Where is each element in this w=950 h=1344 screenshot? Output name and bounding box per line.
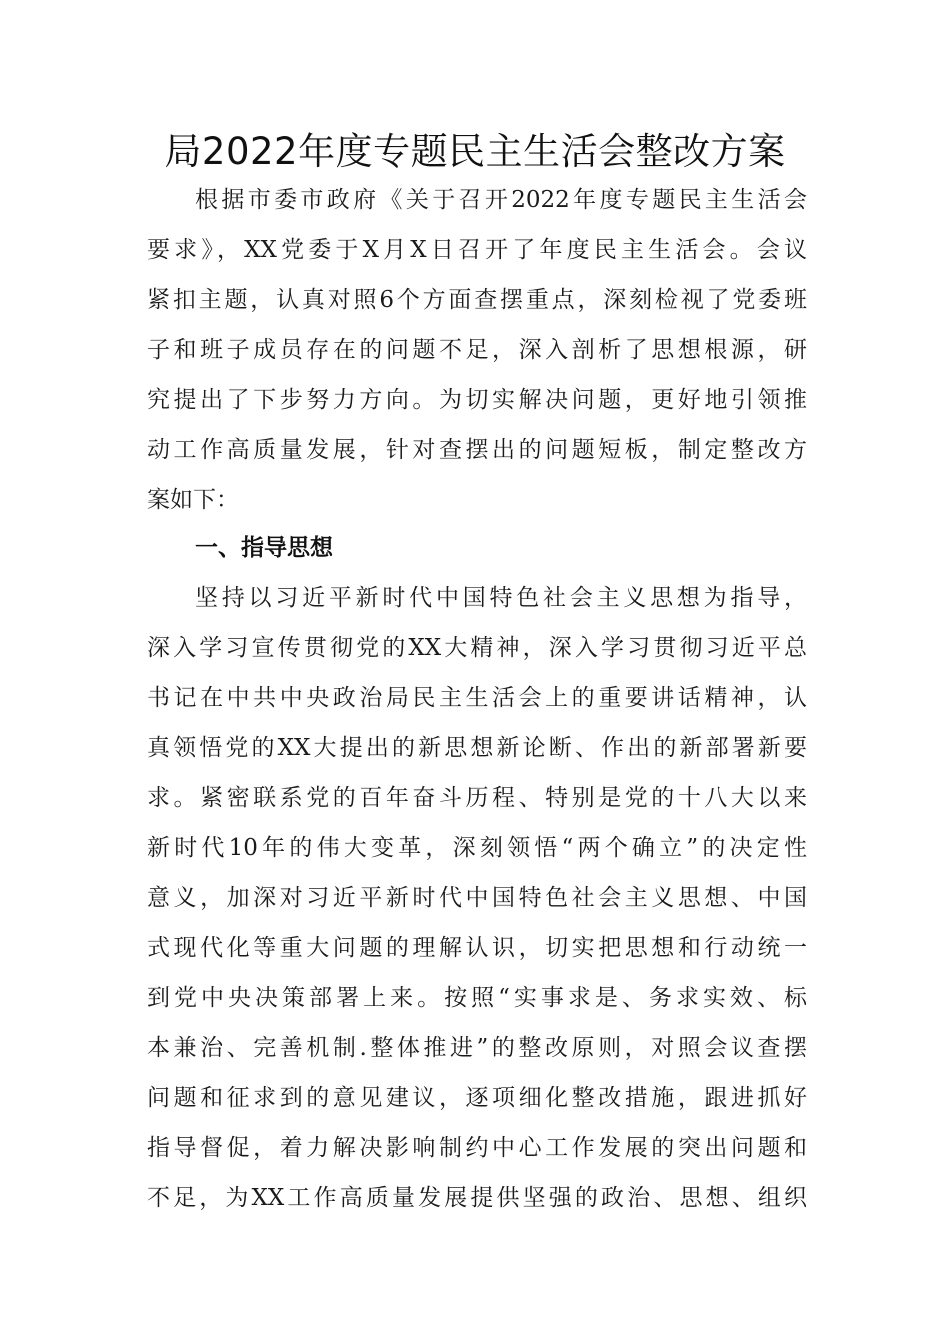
- paragraph-line: 子和班子成员存在的问题不足，深入剖析了思想根源，研: [147, 337, 807, 363]
- paragraph-line: 新时代10年的伟大变革，深刻领悟“两个确立”的决定性: [147, 835, 807, 861]
- paragraph-line: 要求》，XX党委于X月X日召开了年度民主生活会。会议: [147, 237, 807, 263]
- paragraph-line: 指导督促，着力解决影响制约中心工作发展的突出问题和: [147, 1135, 807, 1161]
- paragraph-line: 本兼治、完善机制.整体推进”的整改原则，对照会议查摆: [147, 1035, 807, 1061]
- paragraph-line: 究提出了下步努力方向。为切实解决问题，更好地引领推: [147, 387, 807, 413]
- paragraph-line: 紧扣主题，认真对照6个方面查摆重点，深刻检视了党委班: [147, 287, 807, 313]
- section-heading: 一、指导思想: [195, 535, 333, 561]
- paragraph-line: 真领悟党的XX大提出的新思想新论断、作出的新部署新要: [147, 735, 807, 761]
- paragraph-line: 不足，为XX工作高质量发展提供坚强的政治、思想、组织: [147, 1185, 807, 1211]
- paragraph-line: 根据市委市政府《关于召开2022年度专题民主生活会: [195, 187, 807, 213]
- paragraph-line: 到党中央决策部署上来。按照“实事求是、务求实效、标: [147, 985, 807, 1011]
- document-title: 局2022年度专题民主生活会整改方案: [164, 130, 786, 173]
- paragraph-line: 求。紧密联系党的百年奋斗历程、特别是党的十八大以来: [147, 785, 807, 811]
- paragraph-line: 深入学习宣传贯彻党的XX大精神，深入学习贯彻习近平总: [147, 635, 807, 661]
- paragraph-line: 动工作高质量发展，针对查摆出的问题短板，制定整改方: [147, 437, 807, 463]
- paragraph-line: 书记在中共中央政治局民主生活会上的重要讲话精神，认: [147, 685, 807, 711]
- paragraph-line: 意义，加深对习近平新时代中国特色社会主义思想、中国: [147, 885, 807, 911]
- paragraph-line: 问题和征求到的意见建议，逐项细化整改措施，跟进抓好: [147, 1085, 807, 1111]
- paragraph-line: 式现代化等重大问题的理解认识，切实把思想和行动统一: [147, 935, 807, 961]
- paragraph-line: 坚持以习近平新时代中国特色社会主义思想为指导，: [195, 585, 807, 611]
- paragraph-line: 案如下：: [147, 487, 239, 513]
